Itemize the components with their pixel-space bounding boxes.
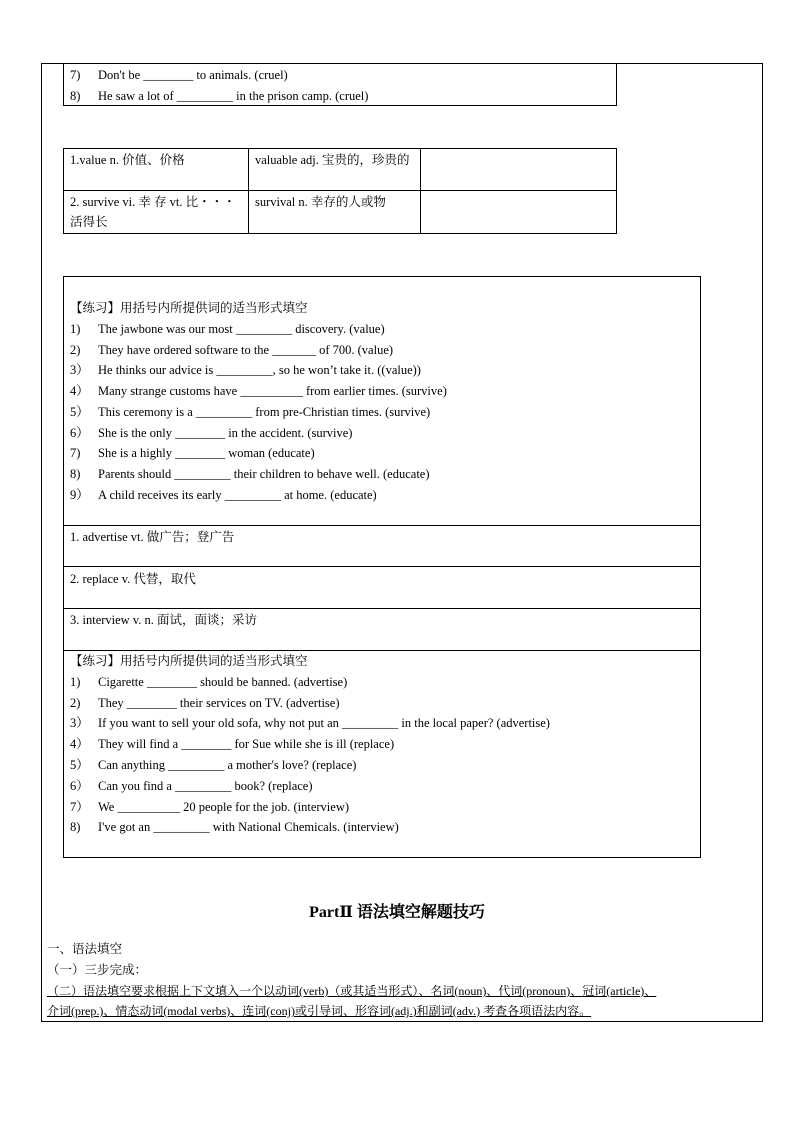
vocab-list-item: 3. interview v. n. 面试，面谈；采访 — [70, 613, 258, 627]
exercise2-item: 1) Cigarette ________ should be banned. (advertise) — [70, 675, 348, 689]
part2-line: （二）语法填空要求根据上下文填入一个以动词(verb)（或其适当形式）、名词(noun)、代词(pronoun)、冠词(article)、 — [47, 984, 657, 998]
row-divider — [63, 650, 701, 651]
exercise1-item: 2) They have ordered software to the _______ of 700. (value) — [70, 343, 394, 357]
exercise1-item: 6） She is the only ________ in the accident. (survive) — [70, 426, 353, 440]
exercise1-item: 5） This ceremony is a _________ from pre-Christian times. (survive) — [70, 405, 431, 419]
exercise2-item: 3） If you want to sell your old sofa, why not put an _________ in the local paper? (advertise) — [70, 716, 550, 730]
vocab-cell: survival n. 幸存的人或物 — [255, 195, 386, 209]
exercise2-item: 8) I've got an _________ with National Chemicals. (interview) — [70, 820, 399, 834]
vocab-table-divider — [63, 190, 617, 191]
exercise2-item: 5） Can anything _________ a mother's love? (replace) — [70, 758, 357, 772]
vocab-table-divider — [420, 148, 421, 234]
exercise1-header: 【练习】用括号内所提供词的适当形式填空 — [70, 301, 308, 315]
vocab-cell: 1.value n. 价值、价格 — [70, 153, 185, 167]
exercise2-item: 7） We __________ 20 people for the job. (interview) — [70, 800, 350, 814]
vocab-list-item: 2. replace v. 代替，取代 — [70, 572, 196, 586]
row-divider — [63, 525, 701, 526]
part2-line: （一）三步完成： — [47, 963, 148, 977]
vocab-cell: valuable adj. 宝贵的，珍贵的 — [255, 153, 410, 167]
vocab-cell: 2. survive vi. 幸 存 vt. 比・・・ 活得长 — [70, 195, 236, 229]
exercise2-header: 【练习】用括号内所提供词的适当形式填空 — [70, 654, 308, 668]
top-exercise-item: 8) He saw a lot of _________ in the prison camp. (cruel) — [70, 89, 369, 103]
exercise1-item: 7) She is a highly ________ woman (educate) — [70, 446, 315, 460]
row-divider — [63, 608, 701, 609]
exercise2-item: 4） They will find a ________ for Sue while she is ill (replace) — [70, 737, 395, 751]
exercise1-item: 9） A child receives its early _________ at home. (educate) — [70, 488, 377, 502]
vocab-list-item: 1. advertise vt. 做广告；登广告 — [70, 530, 235, 544]
top-exercise-item: 7) Don't be ________ to animals. (cruel) — [70, 68, 288, 82]
exercise1-item: 3） He thinks our advice is _________, so he won’t take it. ((value)) — [70, 363, 421, 377]
exercise1-item: 4） Many strange customs have __________ from earlier times. (survive) — [70, 384, 447, 398]
part2-heading: 一、语法填空 — [47, 942, 123, 956]
exercise2-item: 6） Can you find a _________ book? (replace) — [70, 779, 313, 793]
row-divider — [63, 566, 701, 567]
exercise1-item: 8) Parents should _________ their children to behave well. (educate) — [70, 467, 430, 481]
part2-title: PartⅡ 语法填空解题技巧 — [309, 904, 485, 921]
exercise2-item: 2) They ________ their services on TV. (advertise) — [70, 696, 340, 710]
part2-line: 介词(prep.)、情态动词(modal verbs)、连词(conj)或引导词、形容词(adj.)和副词(adv.) 考查各项语法内容。 — [47, 1004, 592, 1018]
exercise1-item: 1) The jawbone was our most _________ discovery. (value) — [70, 322, 385, 336]
